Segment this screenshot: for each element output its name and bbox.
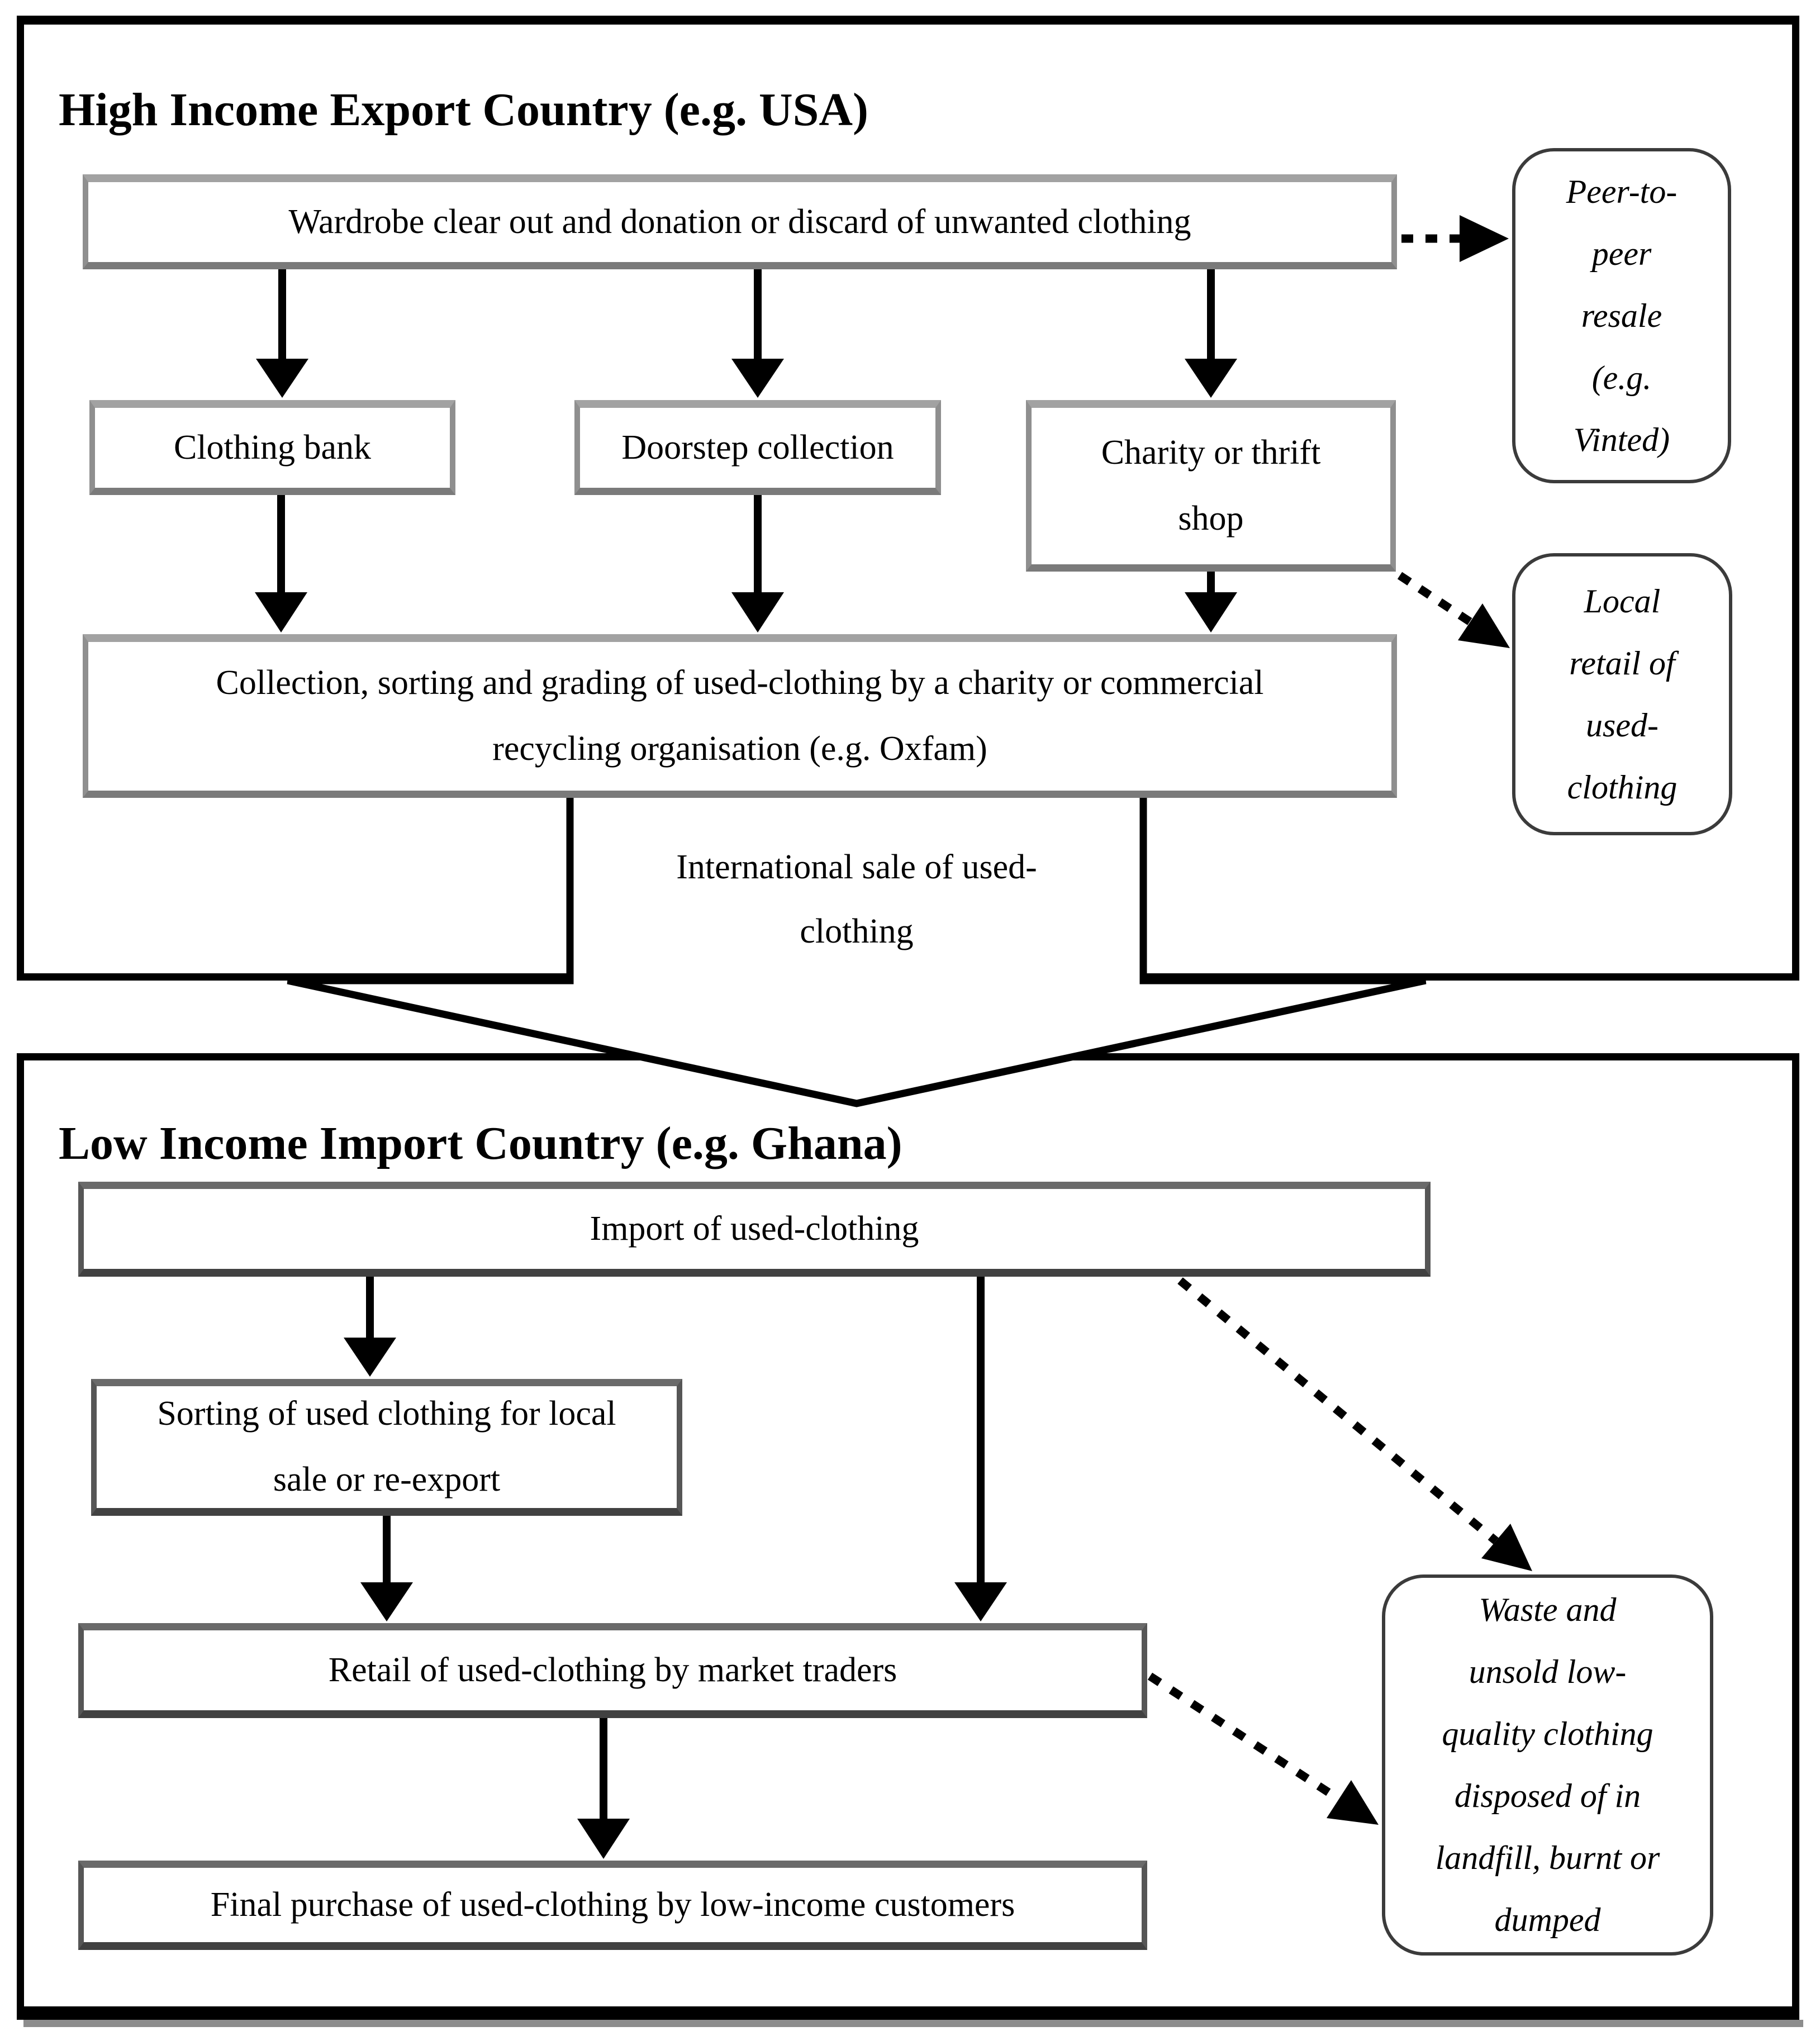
node-local-retail-line1: Local bbox=[1584, 582, 1661, 620]
arrow-retail-to-final-purchase bbox=[577, 1718, 630, 1859]
node-charity-thrift-shop-label-line2: shop bbox=[1178, 500, 1244, 537]
node-local-retail-line3: used- bbox=[1586, 706, 1659, 744]
node-peer-resale-line3: resale bbox=[1581, 297, 1662, 334]
node-international-sale-label-line1: International sale of used- bbox=[676, 848, 1037, 887]
node-final-purchase-label: Final purchase of used-clothing by low-income customers bbox=[210, 1885, 1015, 1924]
node-clothing-bank bbox=[89, 400, 455, 495]
node-retail-label: Retail of used-clothing by market traders bbox=[328, 1650, 897, 1689]
node-peer-resale-line5: Vinted) bbox=[1573, 421, 1670, 458]
dotted-arrow-retail-to-waste bbox=[1150, 1676, 1379, 1825]
node-clothing-bank-label: Clothing bank bbox=[173, 428, 372, 467]
node-collection-sorting-label-line2: recycling organisation (e.g. Oxfam) bbox=[492, 730, 987, 768]
node-peer-resale-line1: Peer-to- bbox=[1566, 173, 1678, 210]
node-international-sale-label-line2: clothing bbox=[800, 912, 914, 950]
node-sorting-local-sale-reexport bbox=[91, 1379, 682, 1516]
dotted-arrow-import-to-waste bbox=[1180, 1281, 1532, 1571]
node-import-label: Import of used-clothing bbox=[590, 1209, 919, 1248]
node-sorting-label-line2: sale or re-export bbox=[273, 1461, 501, 1499]
node-final-purchase bbox=[78, 1861, 1147, 1950]
export-section-title: High Income Export Country (e.g. USA) bbox=[59, 84, 868, 136]
node-retail-market-traders bbox=[78, 1623, 1147, 1718]
node-waste-line2: unsold low- bbox=[1469, 1653, 1627, 1690]
node-doorstep-collection-label: Doorstep collection bbox=[621, 428, 894, 467]
node-collection-sorting-label-line1: Collection, sorting and grading of used-clothing by a charity or commercial bbox=[216, 664, 1264, 702]
arrow-import-to-retail bbox=[954, 1277, 1007, 1621]
node-waste-line5: landfill, burnt or bbox=[1435, 1839, 1660, 1876]
node-local-retail-line4: clothing bbox=[1567, 768, 1678, 806]
node-wardrobe-clear-out-label: Wardrobe clear out and donation or discard of unwanted clothing bbox=[288, 202, 1191, 241]
arrow-clothing-bank-to-collection bbox=[255, 495, 307, 632]
node-peer-resale-line2: peer bbox=[1591, 235, 1652, 272]
node-local-retail-line2: retail of bbox=[1569, 644, 1675, 682]
node-peer-resale-line4: (e.g. bbox=[1591, 359, 1652, 396]
node-doorstep-collection bbox=[574, 400, 941, 495]
node-collection-sorting-grading bbox=[83, 634, 1397, 798]
node-international-sale bbox=[591, 821, 1122, 978]
node-waste-disposal bbox=[1382, 1574, 1713, 1956]
dotted-arrow-charity-to-local-retail bbox=[1400, 575, 1510, 648]
arrow-sorting-to-retail bbox=[360, 1516, 413, 1621]
node-charity-thrift-shop-label-line1: Charity or thrift bbox=[1101, 434, 1321, 472]
node-waste-line6: dumped bbox=[1494, 1901, 1601, 1938]
arrow-import-to-sorting bbox=[344, 1277, 396, 1377]
arrow-wardrobe-to-charity-shop bbox=[1185, 269, 1237, 398]
node-waste-line1: Waste and bbox=[1479, 1591, 1617, 1628]
arrow-doorstep-to-collection bbox=[731, 495, 784, 632]
node-sorting-label-line1: Sorting of used clothing for local bbox=[157, 1395, 616, 1433]
node-peer-to-peer-resale bbox=[1512, 148, 1731, 483]
node-waste-line4: disposed of in bbox=[1454, 1777, 1641, 1814]
import-section-title: Low Income Import Country (e.g. Ghana) bbox=[59, 1117, 902, 1169]
arrow-wardrobe-to-doorstep-collection bbox=[731, 269, 784, 398]
node-charity-thrift-shop bbox=[1026, 400, 1396, 572]
arrow-wardrobe-to-clothing-bank bbox=[256, 269, 308, 398]
dotted-arrow-wardrobe-to-peer-resale bbox=[1401, 215, 1509, 262]
node-local-retail bbox=[1512, 553, 1732, 835]
node-import-used-clothing bbox=[78, 1182, 1431, 1277]
arrow-charity-to-collection bbox=[1185, 572, 1237, 632]
node-wardrobe-clear-out bbox=[83, 174, 1397, 269]
node-waste-line3: quality clothing bbox=[1442, 1715, 1653, 1752]
